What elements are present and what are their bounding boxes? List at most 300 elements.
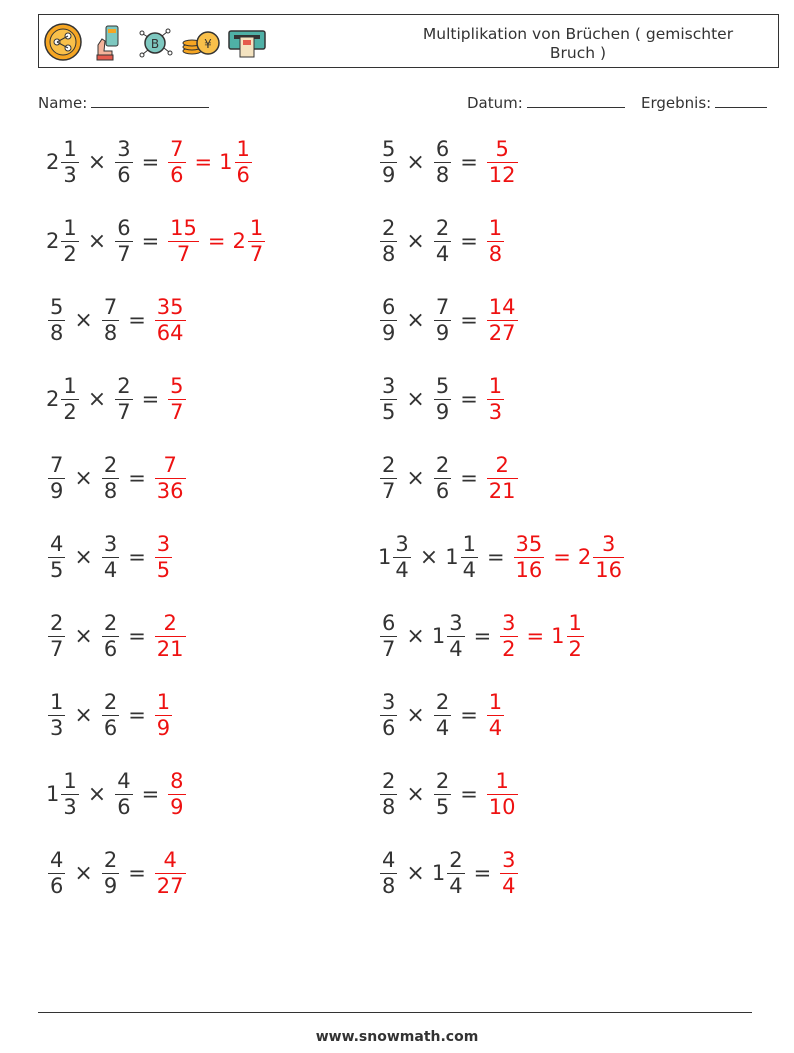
factor-a-denominator: 6 — [382, 715, 396, 740]
icon-strip — [42, 21, 268, 63]
answer — [153, 689, 174, 740]
equals-sign: = — [128, 466, 146, 490]
factor-b-fraction — [102, 531, 119, 582]
equals-sign: = — [460, 150, 478, 174]
factor-a-fraction — [61, 136, 78, 187]
answer-product-numerator: 1 — [156, 689, 171, 714]
answer-product-denominator: 4 — [488, 715, 503, 740]
factor-b-numerator: 1 — [462, 531, 476, 556]
factor-a-denominator: 8 — [382, 794, 396, 819]
factor-b-numerator: 6 — [117, 215, 131, 240]
answer-mixed-fraction — [235, 136, 252, 187]
answer-product-denominator: 7 — [170, 399, 184, 424]
factor-a-denominator: 7 — [50, 636, 64, 661]
answer-product-numerator: 7 — [163, 452, 177, 477]
answer — [485, 373, 506, 424]
times-sign: × — [74, 702, 93, 728]
answer-product-denominator: 5 — [156, 557, 171, 582]
factor-b-fraction — [434, 215, 451, 266]
equals-sign: = — [128, 703, 146, 727]
answer-product-denominator: 4 — [502, 873, 516, 898]
answer-product-numerator: 8 — [170, 768, 184, 793]
factor-b-fraction — [434, 136, 451, 187]
factor-a-fraction — [48, 610, 65, 661]
factor-a-fraction — [380, 373, 397, 424]
answer-product-fraction — [168, 136, 185, 187]
answer-product-fraction — [487, 215, 504, 266]
answer-product-numerator: 3 — [156, 531, 171, 556]
problem-item — [378, 211, 506, 271]
answer — [153, 847, 188, 898]
factor-b-fraction — [102, 294, 119, 345]
factor-a-whole: 1 — [46, 782, 60, 806]
answer — [498, 610, 586, 661]
factor-b-fraction — [434, 373, 451, 424]
problem-item — [46, 290, 188, 350]
answer-mixed-numerator: 1 — [249, 215, 264, 240]
answer-product-numerator: 5 — [170, 373, 184, 398]
answer-product-fraction — [155, 689, 172, 740]
factor-a-denominator: 9 — [50, 478, 64, 503]
factor-b-whole: 1 — [445, 545, 459, 569]
answer-equals-sign: = — [553, 545, 571, 569]
answer-mixed-denominator: 16 — [595, 557, 622, 582]
answer-product-denominator: 7 — [168, 241, 199, 265]
answer — [166, 373, 187, 424]
problem-item — [378, 764, 520, 824]
name-field[interactable] — [38, 94, 209, 112]
factor-b-fraction — [434, 294, 451, 345]
factor-a-denominator: 3 — [50, 715, 64, 740]
factor-a-fraction — [380, 452, 397, 503]
factor-a-whole: 2 — [46, 150, 60, 174]
answer-product-denominator: 9 — [170, 794, 184, 819]
factor-b-fraction — [115, 215, 132, 266]
answer-equals-sign: = — [526, 624, 545, 648]
factor-a-denominator: 9 — [382, 162, 396, 187]
factor-a-denominator: 8 — [382, 873, 396, 898]
factor-a-numerator: 1 — [63, 768, 77, 793]
answer-product-denominator: 6 — [170, 162, 184, 187]
factor-a-fraction — [61, 215, 78, 266]
factor-a-fraction — [48, 452, 65, 503]
factor-b-numerator: 7 — [435, 294, 450, 319]
problem-item — [46, 448, 188, 508]
answer-product-numerator: 2 — [495, 452, 509, 477]
answer-product-denominator: 9 — [156, 715, 171, 740]
answer — [153, 294, 188, 345]
problem-item — [378, 448, 520, 508]
factor-b-denominator: 5 — [435, 794, 450, 819]
factor-b-fraction — [461, 531, 478, 582]
factor-b-denominator: 4 — [435, 241, 450, 266]
answer-product-fraction — [155, 294, 186, 345]
times-sign: × — [87, 149, 107, 175]
equals-sign: = — [128, 624, 146, 648]
factor-b-denominator: 9 — [103, 873, 118, 898]
factor-b-fraction — [115, 768, 132, 819]
atm-card-icon — [226, 21, 268, 63]
answer — [485, 136, 520, 187]
factor-b-numerator: 2 — [435, 689, 450, 714]
answer-product-fraction — [487, 689, 504, 740]
answer — [153, 452, 188, 503]
equals-sign: = — [141, 782, 160, 806]
problem-item — [378, 843, 520, 903]
answer — [153, 531, 174, 582]
answer-mixed-numerator: 1 — [236, 136, 250, 161]
problem-item — [46, 527, 174, 587]
factor-a-denominator: 4 — [395, 557, 409, 582]
svg-text:B: B — [150, 37, 160, 51]
factor-a-fraction — [380, 294, 397, 345]
times-sign: × — [74, 465, 93, 491]
factor-a-numerator: 2 — [50, 610, 64, 635]
factor-a-fraction — [48, 294, 65, 345]
factor-b-denominator: 6 — [103, 715, 118, 740]
answer — [485, 689, 506, 740]
factor-b-numerator: 2 — [103, 610, 118, 635]
times-sign: × — [406, 149, 425, 175]
factor-b-denominator: 7 — [117, 399, 131, 424]
factor-a-fraction — [380, 847, 397, 898]
factor-a-numerator: 1 — [63, 136, 77, 161]
answer-product-fraction — [500, 610, 517, 661]
answer-product-fraction — [487, 136, 518, 187]
problem-item — [46, 843, 188, 903]
answer-product-denominator: 16 — [515, 557, 543, 582]
answer-mixed-denominator: 7 — [249, 241, 264, 266]
answer-product-numerator: 2 — [163, 610, 177, 635]
factor-b-numerator: 3 — [103, 531, 118, 556]
factor-a-denominator: 6 — [50, 873, 64, 898]
factor-a-numerator: 5 — [382, 136, 396, 161]
answer-product-denominator: 21 — [488, 478, 516, 503]
answer — [485, 452, 520, 503]
factor-b-denominator: 4 — [462, 557, 476, 582]
factor-a-numerator: 3 — [382, 689, 396, 714]
answer-product-fraction — [487, 373, 504, 424]
factor-a-denominator: 9 — [382, 320, 396, 345]
answer-equals-sign: = — [194, 150, 213, 174]
factor-a-numerator: 7 — [50, 452, 64, 477]
factor-a-fraction — [393, 531, 410, 582]
factor-b-denominator: 9 — [435, 320, 450, 345]
factor-b-denominator: 4 — [449, 873, 463, 898]
problem-item — [46, 764, 188, 824]
equals-sign: = — [460, 229, 478, 253]
header-box — [38, 14, 779, 68]
answer-product-denominator: 36 — [156, 478, 184, 503]
factor-a-denominator: 7 — [382, 636, 396, 661]
factor-b-numerator: 3 — [117, 136, 131, 161]
problem-item — [378, 527, 626, 587]
answer — [512, 531, 626, 582]
factor-a-denominator: 2 — [63, 241, 77, 266]
footer-url: www.snowmath.com — [315, 1029, 479, 1045]
factor-b-fraction — [447, 847, 464, 898]
answer-product-fraction — [500, 847, 517, 898]
date-field[interactable] — [467, 94, 625, 112]
factor-b-fraction — [115, 373, 132, 424]
factor-b-fraction — [102, 610, 119, 661]
answer-product-fraction — [155, 610, 186, 661]
problem-item — [46, 685, 174, 745]
answer-product-denominator: 2 — [502, 636, 516, 661]
factor-a-whole: 2 — [46, 229, 60, 253]
factor-b-denominator: 6 — [103, 636, 118, 661]
result-label: Ergebnis: — [641, 94, 712, 112]
factor-a-fraction — [48, 847, 65, 898]
factor-a-denominator: 3 — [63, 794, 77, 819]
factor-a-denominator: 5 — [382, 399, 396, 424]
answer-mixed-numerator: 1 — [568, 610, 582, 635]
answer-mixed-fraction — [567, 610, 584, 661]
factor-a-numerator: 3 — [382, 373, 396, 398]
factor-a-fraction — [61, 373, 78, 424]
factor-b-fraction — [434, 452, 451, 503]
factor-a-fraction — [380, 136, 397, 187]
times-sign: × — [406, 702, 425, 728]
answer-product-fraction — [168, 768, 185, 819]
factor-a-numerator: 2 — [382, 452, 396, 477]
factor-a-numerator: 6 — [382, 294, 396, 319]
answer-product-numerator: 35 — [156, 294, 184, 319]
factor-a-denominator: 7 — [382, 478, 396, 503]
factor-b-fraction — [434, 689, 451, 740]
factor-b-numerator: 2 — [435, 768, 450, 793]
answer-product-fraction — [487, 294, 518, 345]
equals-sign: = — [460, 703, 478, 727]
answer-mixed-whole: 1 — [219, 150, 233, 174]
equals-sign: = — [460, 387, 478, 411]
answer — [166, 215, 267, 266]
factor-a-whole: 2 — [46, 387, 60, 411]
answer — [485, 215, 506, 266]
name-blank[interactable] — [91, 94, 209, 108]
factor-b-numerator: 2 — [103, 689, 118, 714]
times-sign: × — [87, 386, 107, 412]
factor-b-fraction — [102, 452, 119, 503]
answer-product-fraction — [155, 847, 186, 898]
equals-sign: = — [128, 861, 146, 885]
times-sign: × — [419, 544, 439, 570]
bitcoin-network-icon — [134, 21, 176, 63]
date-blank[interactable] — [527, 94, 625, 108]
answer-equals-sign: = — [207, 229, 226, 253]
answer-product-denominator: 21 — [156, 636, 184, 661]
coin-stack-icon — [180, 21, 222, 63]
factor-b-denominator: 4 — [103, 557, 118, 582]
share-coin-icon — [42, 21, 84, 63]
answer-product-numerator: 4 — [163, 847, 177, 872]
equals-sign: = — [460, 466, 478, 490]
factor-a-numerator: 3 — [395, 531, 409, 556]
answer — [153, 610, 188, 661]
answer-product-numerator: 5 — [495, 136, 509, 161]
factor-a-numerator: 4 — [50, 847, 64, 872]
times-sign: × — [87, 228, 107, 254]
factor-b-numerator: 2 — [435, 215, 450, 240]
times-sign: × — [406, 781, 425, 807]
factor-a-numerator: 2 — [382, 215, 396, 240]
svg-text:¥: ¥ — [204, 37, 212, 51]
result-field[interactable] — [641, 94, 767, 112]
answer-product-numerator: 1 — [488, 373, 503, 398]
times-sign: × — [406, 386, 425, 412]
times-sign: × — [406, 465, 425, 491]
answer-product-numerator: 15 — [170, 215, 197, 240]
factor-b-numerator: 6 — [435, 136, 450, 161]
factor-a-numerator: 6 — [382, 610, 396, 635]
factor-a-fraction — [380, 215, 397, 266]
date-label: Datum: — [467, 94, 523, 112]
answer — [485, 294, 520, 345]
answer-mixed-fraction — [593, 531, 624, 582]
answer-product-fraction — [155, 531, 172, 582]
answer-product-fraction — [168, 373, 185, 424]
factor-b-numerator: 2 — [449, 847, 463, 872]
factor-a-numerator: 5 — [50, 294, 64, 319]
answer — [166, 136, 254, 187]
factor-b-numerator: 4 — [117, 768, 131, 793]
name-label: Name: — [38, 94, 88, 112]
factor-b-numerator: 2 — [117, 373, 131, 398]
times-sign: × — [74, 544, 93, 570]
factor-b-numerator: 2 — [103, 847, 118, 872]
answer-mixed-numerator: 3 — [601, 531, 616, 556]
factor-b-denominator: 8 — [103, 478, 118, 503]
factor-a-numerator: 1 — [63, 373, 77, 398]
factor-a-whole: 1 — [378, 545, 392, 569]
worksheet-title: Multiplikation von Brüchen ( gemischter Bruch ) — [422, 25, 734, 62]
factor-a-denominator: 5 — [50, 557, 64, 582]
problem-item — [46, 606, 188, 666]
equals-sign: = — [141, 387, 160, 411]
problem-item — [46, 369, 188, 429]
times-sign: × — [74, 307, 93, 333]
answer-mixed-whole: 2 — [232, 229, 246, 253]
factor-a-denominator: 3 — [63, 162, 77, 187]
factor-a-denominator: 8 — [382, 241, 396, 266]
equals-sign: = — [486, 545, 505, 569]
answer — [498, 847, 519, 898]
factor-b-denominator: 4 — [435, 715, 450, 740]
factor-b-fraction — [447, 610, 464, 661]
problem-item — [378, 685, 506, 745]
factor-a-fraction — [48, 531, 65, 582]
answer-product-denominator: 8 — [488, 241, 503, 266]
factor-a-numerator: 4 — [50, 531, 64, 556]
factor-b-numerator: 2 — [435, 452, 450, 477]
factor-a-denominator: 8 — [50, 320, 64, 345]
factor-a-numerator: 2 — [382, 768, 396, 793]
answer-product-fraction — [514, 531, 545, 582]
factor-a-numerator: 4 — [382, 847, 396, 872]
equals-sign: = — [473, 861, 492, 885]
factor-a-numerator: 1 — [50, 689, 64, 714]
answer-product-numerator: 7 — [170, 136, 184, 161]
answer — [166, 768, 187, 819]
answer-product-fraction — [487, 768, 518, 819]
answer-product-denominator: 27 — [488, 320, 516, 345]
answer-product-numerator: 35 — [515, 531, 543, 556]
factor-b-whole: 1 — [431, 624, 446, 648]
equals-sign: = — [460, 308, 478, 332]
factor-b-denominator: 7 — [117, 241, 131, 266]
answer-mixed-fraction — [248, 215, 265, 266]
problem-item — [378, 290, 520, 350]
problem-item — [378, 369, 506, 429]
factor-b-fraction — [115, 136, 132, 187]
footer-divider — [38, 1012, 752, 1013]
factor-b-numerator: 7 — [103, 294, 118, 319]
answer-product-denominator: 10 — [488, 794, 516, 819]
factor-b-numerator: 5 — [435, 373, 450, 398]
times-sign: × — [406, 860, 425, 886]
factor-a-fraction — [61, 768, 78, 819]
factor-b-numerator: 3 — [449, 610, 463, 635]
factor-b-denominator: 6 — [435, 478, 450, 503]
times-sign: × — [406, 623, 425, 649]
equals-sign: = — [460, 782, 478, 806]
answer-product-denominator: 27 — [156, 873, 184, 898]
answer-product-numerator: 1 — [488, 215, 503, 240]
times-sign: × — [406, 228, 425, 254]
problem-item — [378, 132, 520, 192]
times-sign: × — [74, 623, 93, 649]
answer-product-denominator: 3 — [488, 399, 503, 424]
factor-a-fraction — [380, 768, 397, 819]
factor-b-denominator: 8 — [435, 162, 450, 187]
result-blank[interactable] — [715, 94, 767, 108]
answer-product-numerator: 3 — [502, 610, 516, 635]
answer-mixed-whole: 1 — [551, 624, 565, 648]
equals-sign: = — [128, 545, 146, 569]
times-sign: × — [87, 781, 107, 807]
answer — [485, 768, 520, 819]
factor-b-numerator: 2 — [103, 452, 118, 477]
problem-item — [46, 211, 267, 271]
equals-sign: = — [141, 229, 160, 253]
factor-a-fraction — [48, 689, 65, 740]
answer-product-fraction — [168, 215, 199, 266]
factor-a-numerator: 1 — [63, 215, 77, 240]
factor-b-denominator: 8 — [103, 320, 118, 345]
factor-b-fraction — [434, 768, 451, 819]
factor-b-fraction — [102, 689, 119, 740]
answer-product-numerator: 1 — [495, 768, 509, 793]
factor-b-denominator: 6 — [117, 162, 131, 187]
times-sign: × — [74, 860, 93, 886]
equals-sign: = — [473, 624, 492, 648]
answer-mixed-whole: 2 — [577, 545, 592, 569]
factor-a-denominator: 2 — [63, 399, 77, 424]
answer-product-denominator: 64 — [156, 320, 184, 345]
answer-mixed-denominator: 2 — [568, 636, 582, 661]
answer-product-denominator: 12 — [488, 162, 516, 187]
answer-product-fraction — [155, 452, 186, 503]
answer-mixed-denominator: 6 — [236, 162, 250, 187]
answer-product-numerator: 3 — [502, 847, 516, 872]
times-sign: × — [406, 307, 425, 333]
factor-a-fraction — [380, 689, 397, 740]
factor-b-denominator: 4 — [449, 636, 463, 661]
factor-b-whole: 1 — [431, 861, 446, 885]
card-payment-hand-icon — [88, 21, 130, 63]
problem-item — [378, 606, 586, 666]
problem-item — [46, 132, 254, 192]
